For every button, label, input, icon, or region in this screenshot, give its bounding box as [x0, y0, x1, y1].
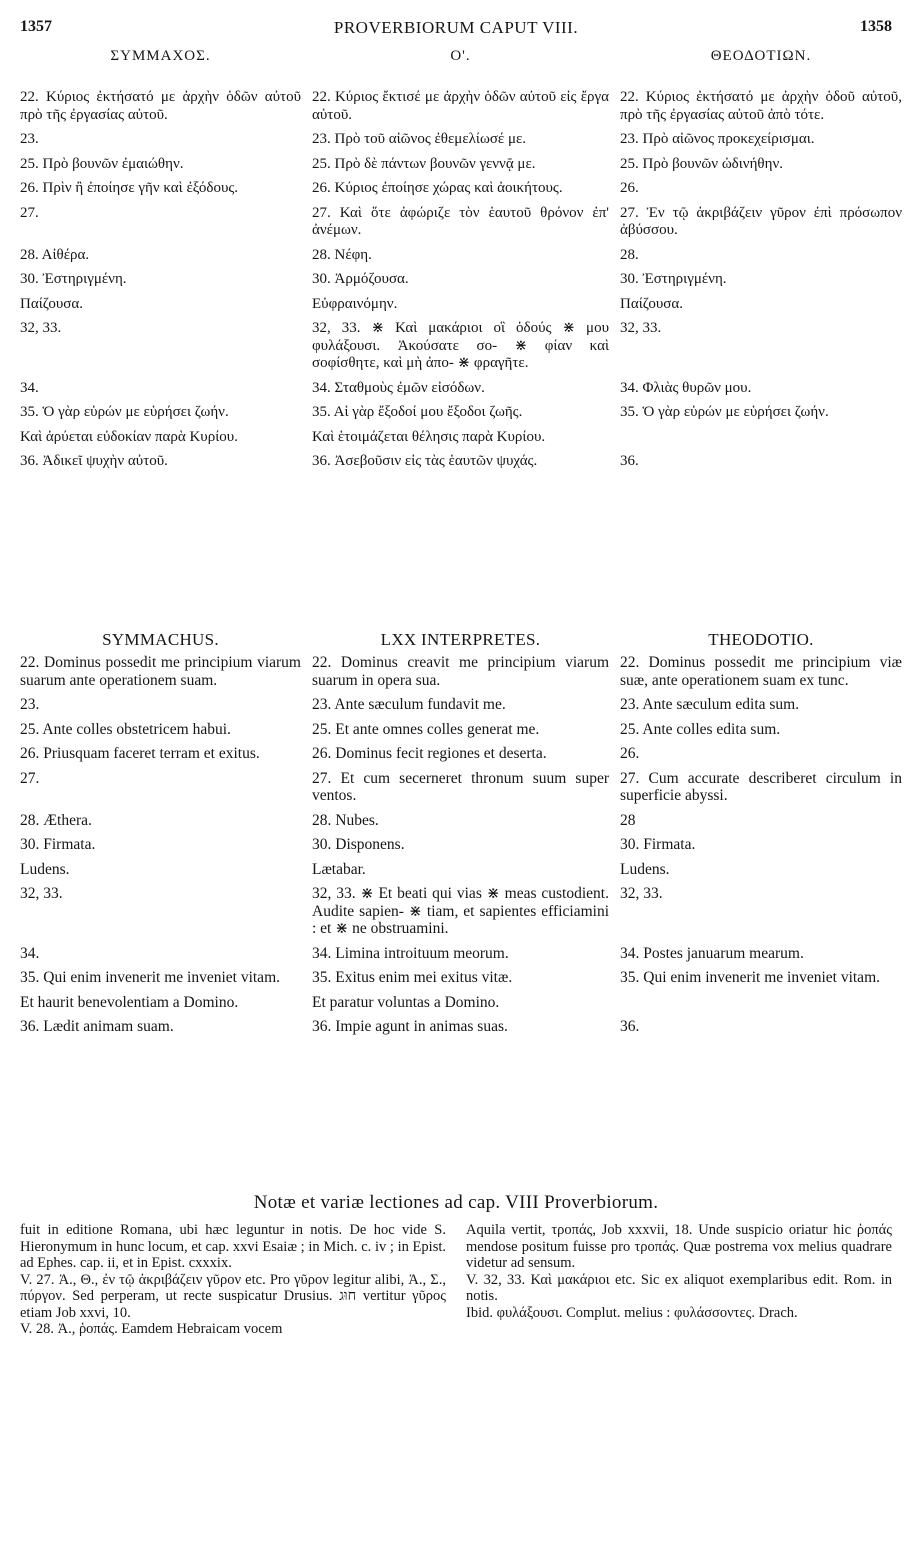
latin-verse-lxx: 30. Disponens.: [312, 836, 405, 853]
greek-verse-theodotion: 28.: [620, 246, 639, 263]
greek-verse-symmachus: Παίζουσα.: [20, 295, 84, 312]
greek-verse-lxx: 27. Καὶ ὅτε ἀφώριζε τὸν ἑαυτοῦ θρόνον ἐπ' ἀνέμων.: [312, 204, 609, 238]
greek-verse-theodotion: [620, 429, 902, 447]
greek-verse-theodotion: 23. Πρὸ αἰῶνος προκεχείρισμαι.: [620, 131, 815, 147]
greek-verse-theodotion: 22. Κύριος ἐκτήσατό με ἀρχὴν ὁδοῦ αὐτοῦ, πρὸ τῆς ἐργασίας αὐτοῦ ἀπὸ τότε.: [620, 89, 902, 123]
greek-verse-symmachus: 22. Κύριος ἐκτήσατό με ἀρχὴν ὁδῶν αὐτοῦ πρὸ τῆς ἐργασίας αὐτοῦ.: [20, 89, 301, 123]
latin-verse-symmachus: 27.: [20, 769, 40, 787]
column-heading-lxx-greek: Ο'.: [450, 48, 471, 64]
greek-verse-theodotion: Παίζουσα.: [620, 295, 684, 312]
notes-title: Notæ et variæ lectiones ad cap. VIII Proverbiorum.: [253, 1192, 659, 1213]
greek-verse-theodotion: 25. Πρὸ βουνῶν ὠδινήθην.: [620, 155, 783, 172]
latin-verse-symmachus: Ludens.: [20, 860, 70, 878]
greek-verse-symmachus: 35. Ὁ γὰρ εὑρών με εὑρήσει ζωήν.: [20, 404, 229, 420]
greek-verse-lxx: 30. Ἁρμόζουσα.: [312, 271, 409, 287]
latin-section: [20, 630, 902, 1043]
latin-verse-lxx: 25. Et ante omnes colles generat me.: [312, 720, 540, 738]
greek-verse-lxx: 35. Αἱ γὰρ ἔξοδοί μου ἔξοδοι ζωῆς.: [312, 404, 523, 420]
latin-verse-symmachus: 25. Ante colles obstetricem habui.: [20, 720, 231, 738]
greek-verse-lxx: Εὐφραινόμην.: [312, 295, 398, 312]
latin-verse-lxx: 36. Impie agunt in animas suas.: [312, 1018, 508, 1035]
column-heading-symmachus-greek: ΣΥΜΜΑΧΟΣ.: [110, 48, 211, 64]
latin-verse-symmachus: Et haurit benevolentiam a Domino.: [20, 993, 239, 1011]
note-paragraph: Aquila vertit, τροπάς, Job xxxvii, 18. Unde suspicio oriatur hic ῥοπάς mendose positum fuisse pro τροπάς. Quæ postrema vox melius quadrare videtur ad sensum.: [466, 1222, 892, 1271]
latin-verse-symmachus: 30. Firmata.: [20, 836, 96, 853]
latin-verse-symmachus: 34.: [20, 944, 40, 962]
greek-verse-symmachus: 36. Ἀδικεῖ ψυχὴν αὐτοῦ.: [20, 453, 168, 469]
greek-verse-symmachus: 25. Πρὸ βουνῶν ἐμαιώθην.: [20, 155, 184, 172]
column-heading-theodotion-greek: ΘΕΟΔΟΤΙΩΝ.: [710, 48, 812, 64]
column-heading-theodotion-latin: THEODOTIO.: [708, 630, 814, 649]
latin-verse-symmachus: 36. Lædit animam suam.: [20, 1018, 174, 1035]
note-paragraph: V. 28. Ἀ., ῥοπάς. Eamdem Hebraicam vocem: [20, 1321, 283, 1337]
latin-verse-lxx: 32, 33. ⋇ Et beati qui vias ⋇ meas custodient. Audite sapien- ⋇ tiam, et sapientes efficiamini : et ⋇ ne obstruamini.: [312, 885, 609, 937]
latin-verse-theodotion: 34. Postes januarum mearum.: [620, 944, 804, 962]
greek-verse-lxx: 28. Νέφη.: [312, 246, 372, 263]
greek-verse-symmachus: 28. Αἰθέρα.: [20, 246, 90, 263]
latin-verse-theodotion: 36.: [620, 1018, 640, 1035]
greek-verse-lxx: 22. Κύριος ἔκτισέ με ἀρχὴν ὁδῶν αὐτοῦ εἰς ἔργα αὐτοῦ.: [312, 89, 609, 123]
greek-verse-lxx: 25. Πρὸ δὲ πάντων βουνῶν γεννᾷ με.: [312, 155, 536, 172]
latin-verse-lxx: Lætabar.: [312, 860, 366, 878]
latin-verse-symmachus: 32, 33.: [20, 885, 63, 902]
page-number-right: 1358: [860, 18, 892, 35]
latin-verse-theodotion: [620, 994, 902, 1012]
greek-verse-symmachus: 26. Πρὶν ἢ ἐποίησε γῆν καὶ ἐξόδους.: [20, 180, 239, 196]
latin-verse-symmachus: 26. Priusquam faceret terram et exitus.: [20, 745, 260, 762]
column-heading-lxx-latin: LXX INTERPRETES.: [380, 630, 541, 649]
greek-verse-lxx: 34. Σταθμοὺς ἐμῶν εἰσόδων.: [312, 379, 485, 396]
latin-verse-theodotion: 25. Ante colles edita sum.: [620, 720, 781, 738]
latin-verse-theodotion: 32, 33.: [620, 885, 663, 902]
latin-verse-theodotion: 35. Qui enim invenerit me inveniet vitam.: [620, 969, 880, 986]
latin-verse-theodotion: 27. Cum accurate describeret circulum in superficie abyssi.: [620, 769, 902, 804]
latin-verse-symmachus: 35. Qui enim invenerit me inveniet vitam.: [20, 969, 280, 986]
latin-verse-lxx: 22. Dominus creavit me principium viarum suarum in opera sua.: [312, 654, 609, 689]
latin-verse-lxx: 35. Exitus enim mei exitus vitæ.: [312, 969, 513, 986]
note-paragraph: V. 27. Ἀ., Θ., ἐν τῷ ἀκριβάζειν γῦρον etc. Pro γῦρον legitur alibi, Ἀ., Σ., πύργον. Sed perperam, ut recte suspicatur Drusius. חוּג vertitur γῦρος etiam Job xxvi, 10.: [20, 1271, 446, 1321]
latin-verse-lxx: Et paratur voluntas a Domino.: [312, 993, 500, 1011]
latin-verse-theodotion: 28: [620, 811, 636, 829]
latin-verse-lxx: 23. Ante sæculum fundavit me.: [312, 696, 506, 713]
greek-verse-lxx: 32, 33. ⋇ Καὶ μακάριοι οἳ ὁδούς ⋇ μου φυλάξουσι. Ἀκούσατε σο- ⋇ φίαν καὶ σοφίσθητε, καὶ μὴ ἀπο- ⋇ φραγῆτε.: [312, 320, 609, 371]
latin-verse-theodotion: 30. Firmata.: [620, 836, 696, 853]
greek-verse-lxx: Καὶ ἑτοιμάζεται θέλησις παρὰ Κυρίου.: [312, 428, 546, 445]
greek-verse-theodotion: 34. Φλιὰς θυρῶν μου.: [620, 379, 752, 396]
latin-verse-theodotion: 23. Ante sæculum edita sum.: [620, 696, 800, 713]
latin-verse-symmachus: 23.: [20, 696, 40, 713]
latin-verse-theodotion: Ludens.: [620, 860, 670, 878]
latin-verse-lxx: 34. Limina introituum meorum.: [312, 944, 509, 962]
running-title: PROVERBIORUM CAPUT VIII.: [333, 18, 579, 37]
greek-verse-lxx: 23. Πρὸ τοῦ αἰῶνος ἐθεμελίωσέ με.: [312, 131, 527, 147]
greek-verse-theodotion: 36.: [620, 453, 639, 469]
note-paragraph: fuit in editione Romana, ubi hæc leguntur in notis. De hoc vide S. Hieronymum in hunc locum, et cap. xxvi Esaiæ ; in Mich. c. iv ; in Epist. ad Ephes. cap. ii, et in Epist. cxxxix.: [20, 1222, 446, 1271]
greek-verse-symmachus: 30. Ἐστηριγμένη.: [20, 271, 127, 287]
greek-verse-symmachus: Καὶ ἀρύεται εὐδοκίαν παρὰ Κυρίου.: [20, 428, 238, 445]
notes-section: [20, 1222, 892, 1338]
greek-verse-lxx: 36. Ἀσεβοῦσιν εἰς τὰς ἑαυτῶν ψυχάς.: [312, 453, 538, 469]
latin-verse-lxx: 27. Et cum secerneret thronum suum super ventos.: [312, 769, 609, 804]
greek-verse-theodotion: 35. Ὁ γὰρ εὑρών με εὑρήσει ζωήν.: [620, 404, 829, 420]
column-heading-symmachus-latin: SYMMACHUS.: [102, 630, 219, 649]
greek-verse-symmachus: 32, 33.: [20, 320, 62, 336]
latin-verse-theodotion: 22. Dominus possedit me principium viæ suæ, ante operationem suam ex tunc.: [620, 654, 902, 689]
latin-verse-lxx: 28. Nubes.: [312, 811, 379, 829]
note-paragraph: V. 32, 33. Καὶ μακάριοι etc. Sic ex aliquot exemplaribus edit. Rom. in notis.: [466, 1271, 892, 1304]
greek-verse-symmachus: 34.: [20, 379, 39, 396]
greek-verse-theodotion: 26.: [620, 180, 639, 196]
greek-verse-lxx: 26. Κύριος ἐποίησε χώρας καὶ ἀοικήτους.: [312, 180, 563, 196]
page-number-left: 1357: [20, 18, 52, 35]
greek-verse-theodotion: 27. Ἐν τῷ ἀκριβάζειν γῦρον ἐπὶ πρόσωπον ἀβύσσου.: [620, 204, 902, 238]
notes-column-left: [20, 1222, 446, 1338]
page-header: [20, 18, 892, 38]
greek-section: [20, 48, 902, 478]
latin-verse-theodotion: 26.: [620, 745, 640, 762]
greek-verse-theodotion: 32, 33.: [620, 320, 662, 336]
greek-verse-symmachus: 27.: [20, 204, 39, 221]
greek-rows: [20, 89, 902, 478]
latin-verse-lxx: 26. Dominus fecit regiones et deserta.: [312, 745, 547, 762]
greek-verse-theodotion: 30. Ἐστηριγμένη.: [620, 271, 727, 287]
notes-column-right: [466, 1222, 892, 1338]
latin-rows: [20, 654, 902, 1043]
latin-verse-symmachus: 22. Dominus possedit me principium viarum suarum ante operationem suam.: [20, 654, 301, 689]
note-paragraph: Ibid. φυλάξουσι. Complut. melius : φυλάσσοντες. Drach.: [466, 1304, 798, 1321]
latin-verse-symmachus: 28. Æthera.: [20, 811, 92, 829]
greek-verse-symmachus: 23.: [20, 131, 39, 147]
